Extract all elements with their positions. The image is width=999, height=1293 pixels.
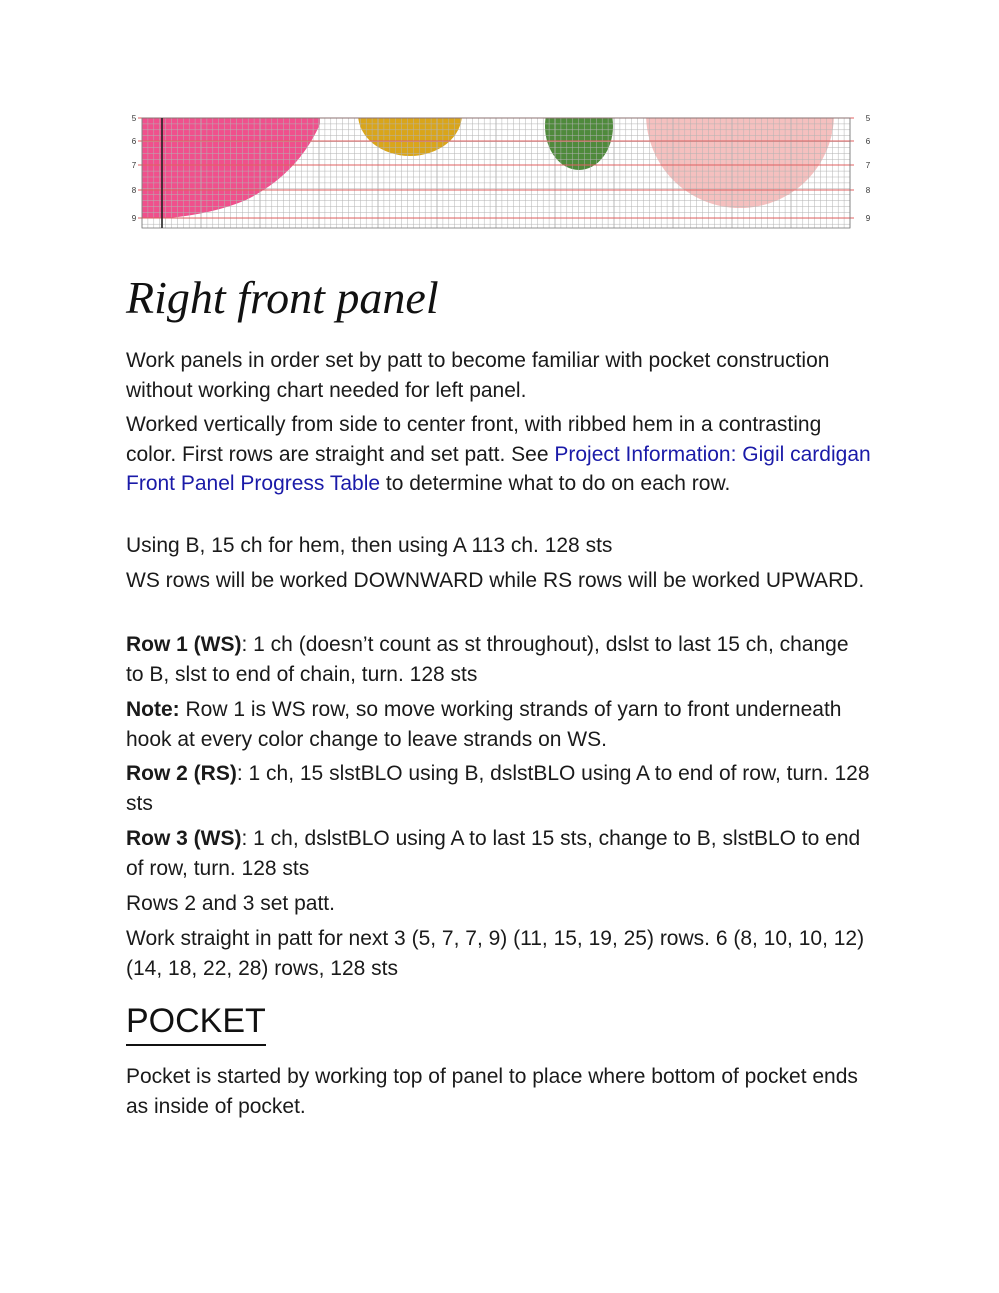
direction-paragraph: WS rows will be worked DOWNWARD while RS rows will be worked UPWARD. [126,569,865,592]
colorwork-chart [128,114,874,232]
row-1-label: Row 1 (WS) [126,633,242,656]
row-label-left: 7 [131,161,137,170]
row-label-left: 8 [131,186,137,195]
starting-chain-paragraph: Using B, 15 ch for hem, then using A 113 ch. 128 sts [126,534,613,557]
pocket-paragraph: Pocket is started by working top of panel to place where bottom of pocket ends as inside of pocket. [126,1065,858,1118]
note-label: Note: [126,698,180,721]
note-paragraph [126,695,871,754]
row-label-right: 8 [865,186,871,195]
page-title: Right front panel [126,272,439,323]
note-text: Row 1 is WS row, so move working strands of yarn to front underneath hook at every color change to leave strands on WS. [126,698,842,751]
row-label-left: 6 [131,137,137,146]
row-label-right: 7 [865,161,871,170]
row-3-label: Row 3 (WS) [126,827,242,850]
row-2-label: Row 2 (RS) [126,762,237,785]
pink-motif [142,118,320,218]
pocket-heading: POCKET [126,1000,266,1046]
row-2-instruction [126,759,871,818]
row-1-text: : 1 ch (doesn’t count as st throughout), dslst to last 15 ch, change to B, slst to end of chain, turn. 128 sts [126,633,849,686]
row-label-left: 9 [131,214,137,223]
rows-2-3-paragraph: Rows 2 and 3 set patt. [126,892,335,915]
progress-table-link[interactable]: Project Information: Gigil cardigan Front Panel Progress Table [126,442,871,495]
construction-text-end: to determine what to do on each row. [380,472,731,495]
row-label-left: 5 [131,114,137,123]
row-3-instruction [126,824,871,883]
work-straight-paragraph: Work straight in patt for next 3 (5, 7, 7, 9) (11, 15, 19, 25) rows. 6 (8, 10, 10, 12) (14, 18, 22, 28) rows, 128 sts [126,927,865,980]
mustard-motif [358,114,462,156]
row-label-right: 9 [865,214,871,223]
intro-paragraph: Work panels in order set by patt to become familiar with pocket construction without working chart needed for left panel. [126,349,830,402]
row-label-right: 6 [865,137,871,146]
construction-text: Worked vertically from side to center front, with ribbed hem in a contrasting color. First rows are straight and set patt. See [126,413,822,466]
row-3-text: : 1 ch, dslstBLO using A to last 15 sts, change to B, slstBLO to end of row, turn. 128 sts [126,827,861,880]
construction-paragraph [126,410,871,499]
row-1-instruction [126,630,871,689]
light-pink-motif [646,114,834,208]
row-2-text: : 1 ch, 15 slstBLO using B, dslstBLO using A to end of row, turn. 128 sts [126,762,870,815]
row-label-right: 5 [865,114,871,123]
